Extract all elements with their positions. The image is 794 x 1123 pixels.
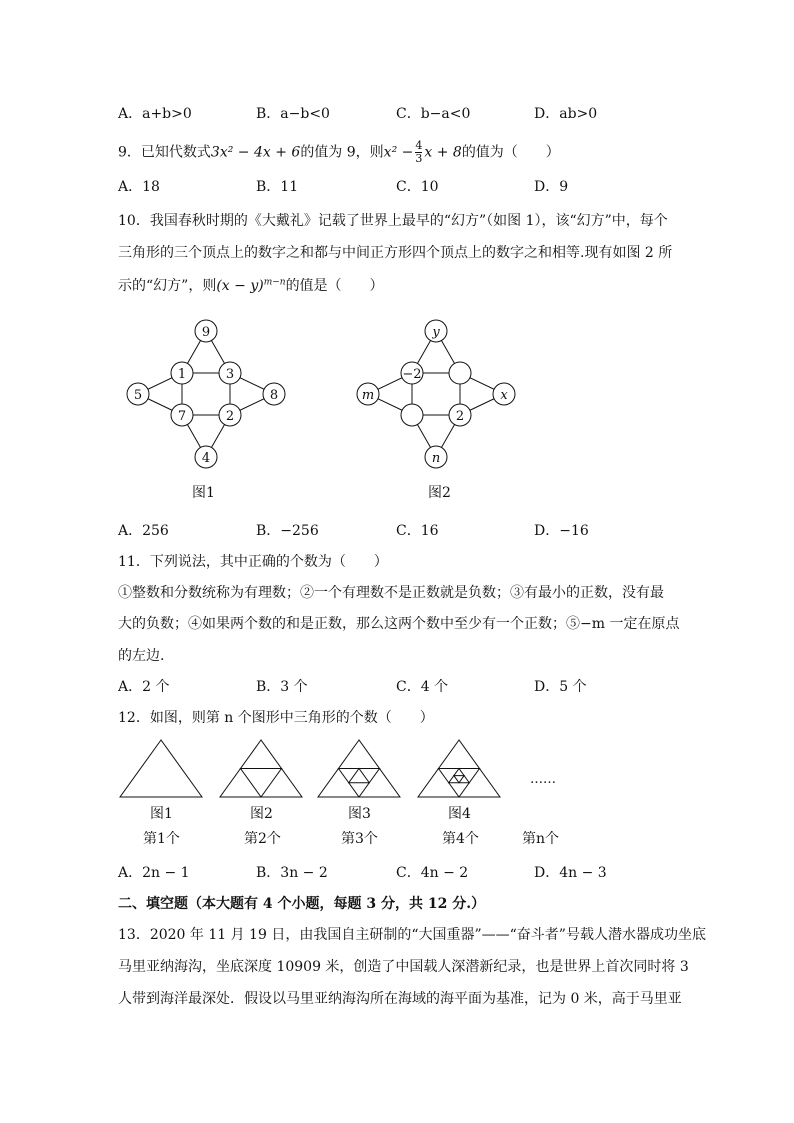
q9-option-d: D．9 [534,179,569,195]
q11-body-line3: 的左边. [118,648,165,664]
q12-caption-4: 图4 [448,806,471,822]
q12-option-b: B．3n − 2 [256,865,328,881]
q11-option-c: C．4 个 [396,679,449,695]
fig2-caption: 图2 [428,485,451,501]
q12-triangle-figures [118,738,568,800]
fig2-left: m [361,388,375,403]
q12-options [118,862,718,882]
q8-options [118,103,718,123]
q8-option-a: A．a+b>0 [118,106,192,122]
fig1-caption: 图1 [192,485,215,501]
fig2-right: x [500,388,508,403]
q12-caption-1: 图1 [150,806,173,822]
q8-option-c: C．b−a<0 [396,106,471,122]
q10-option-b: B．−256 [256,523,319,539]
fig1-square-top-left: 1 [177,367,187,382]
section-2-heading: 二、填空题（本大题有 4 个小题，每题 3 分，共 12 分.） [118,896,486,912]
q9-expr1: 3x² − 4x + 6 [210,144,301,161]
q12-option-c: C．4n − 2 [396,865,469,881]
q12-stem: 12．如图，则第 n 个图形中三角形的个数（ ） [118,710,434,726]
fig1-bottom: 4 [201,451,211,466]
fig2-bottom: n [431,451,441,466]
q12-label-2: 第2个 [244,831,281,847]
fig1-square-bottom-left: 7 [177,409,187,424]
q10-options [118,520,718,540]
q9-option-b: B．11 [256,179,299,195]
q10-exponent: m−n [263,277,286,288]
q10-line1: 10．我国春秋时期的《大戴礼》记载了世界上最早的“幻方”（如图 1），该“幻方”中，每个 [118,213,668,229]
q9-options [118,176,718,196]
q12-caption-2: 图2 [250,806,273,822]
q10-option-d: D．−16 [534,523,589,539]
q12-caption-3: 图3 [348,806,371,822]
q9-fraction: $\frac{4}{3}$ [415,139,423,165]
q11-option-d: D．5 个 [534,679,587,695]
fig1-left: 5 [133,388,143,403]
q8-option-b: B．a−b<0 [256,106,330,122]
q10-line3: 示的“幻方”，则$(x - y)^{m-n}$的值是（ ） [118,277,384,294]
fig2-square-bottom-right: 2 [455,409,465,424]
q11-option-b: B．3 个 [256,679,308,695]
fig1-square-top-right: 3 [225,367,235,382]
fig2-top: y [432,325,440,340]
q13-line1: 13．2020 年 11 月 19 日，由我国自主研制的“大国重器”——“奋斗者”号载人潜水器成功坐底 [118,927,706,943]
fig1-right: 8 [269,388,279,403]
q11-body-line2: 大的负数；④如果两个数的和是正数，那么这两个数中至少有一个正数；⑤−m 一定在原点 [118,616,680,632]
q12-label-4: 第4个 [442,831,479,847]
q12-option-d: D．4n − 3 [534,865,607,881]
q11-stem: 11．下列说法，其中正确的个数为（ ） [118,554,388,570]
q12-label-1: 第1个 [143,831,180,847]
q12-label-3: 第3个 [341,831,378,847]
q10-option-c: C．16 [396,523,439,539]
q10-line2: 三角形的三个顶点上的数字之和都与中间正方形四个顶点上的数字之和相等.现有如图 2 所 [118,245,673,261]
q9-option-a: A．18 [118,179,160,195]
fig1-top: 9 [201,325,211,340]
q11-options [118,676,718,696]
fig1-square-bottom-right: 2 [225,409,235,424]
q13-line2: 马里亚纳海沟，坐底深度 10909 米，创造了中国载人深潜新纪录，也是世界上首次同时将 3 [118,959,689,975]
q12-label-n: 第n个 [522,831,560,847]
q11-option-a: A．2 个 [118,679,170,695]
q9-option-c: C．10 [396,179,439,195]
q13-line3: 人带到海洋最深处．假设以马里亚纳海沟所在海域的海平面为基准，记为 0 米，高于马里亚 [118,991,682,1007]
q10-expr: (x − y) [216,278,264,294]
q9-stem: 9．已知代数式3x² − 4x + 6的值为 9，则x² − $\frac{4}{3}$ x + 8的值为（ ） [118,139,560,165]
q12-option-a: A．2n − 1 [118,865,190,881]
q12-ellipsis: …… [530,772,556,787]
magic-square-figure-1 [120,312,300,472]
fig2-square-top-left: −2 [402,367,422,382]
q8-option-d: D．ab>0 [534,106,598,122]
q10-option-a: A．256 [118,523,169,539]
magic-square-figure-2 [350,312,530,472]
q11-body-line1: ①整数和分数统称为有理数；②一个有理数不是正数就是负数；③有最小的正数，没有最 [118,585,664,601]
